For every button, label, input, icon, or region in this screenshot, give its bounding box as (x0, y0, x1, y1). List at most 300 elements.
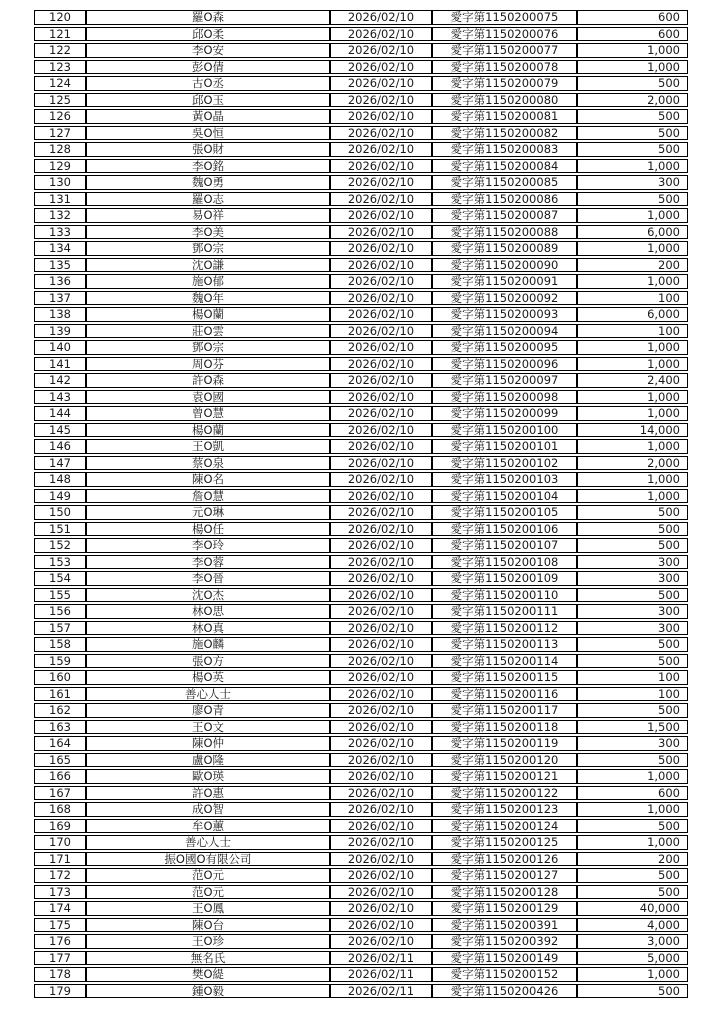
table-row (34, 835, 688, 850)
donor-name-cell: 王O文 (86, 720, 330, 735)
date-cell: 2026/02/10 (330, 192, 432, 207)
table-row (34, 93, 688, 108)
row-number-cell: 126 (34, 109, 86, 124)
date-cell: 2026/02/11 (330, 967, 432, 982)
table-row (34, 588, 688, 603)
date-cell: 2026/02/10 (330, 835, 432, 850)
row-number-cell: 122 (34, 43, 86, 58)
row-number-cell: 144 (34, 406, 86, 421)
date-cell: 2026/02/10 (330, 588, 432, 603)
donor-name-cell: 王O鳳 (86, 901, 330, 916)
date-cell: 2026/02/10 (330, 720, 432, 735)
table-row (34, 736, 688, 751)
row-number-cell: 130 (34, 175, 86, 190)
donor-name-cell: 沈O杰 (86, 588, 330, 603)
date-cell: 2026/02/10 (330, 456, 432, 471)
date-cell: 2026/02/10 (330, 901, 432, 916)
table-row (34, 769, 688, 784)
date-cell: 2026/02/10 (330, 76, 432, 91)
amount-cell: 40,000 (577, 901, 688, 916)
date-cell: 2026/02/10 (330, 439, 432, 454)
row-number-cell: 124 (34, 76, 86, 91)
date-cell: 2026/02/10 (330, 423, 432, 438)
table-row (34, 505, 688, 520)
donor-name-cell: 許O惠 (86, 786, 330, 801)
table-row (34, 258, 688, 273)
receipt-number-cell: 愛字第1150200123 (432, 802, 577, 817)
receipt-number-cell: 愛字第1150200095 (432, 340, 577, 355)
donor-name-cell: 善心人士 (86, 687, 330, 702)
donor-name-cell: 無名氏 (86, 951, 330, 966)
table-row (34, 522, 688, 537)
amount-cell: 1,000 (577, 489, 688, 504)
amount-cell: 1,000 (577, 274, 688, 289)
row-number-cell: 136 (34, 274, 86, 289)
date-cell: 2026/02/10 (330, 373, 432, 388)
date-cell: 2026/02/10 (330, 819, 432, 834)
receipt-number-cell: 愛字第1150200119 (432, 736, 577, 751)
donor-name-cell: 古O丞 (86, 76, 330, 91)
date-cell: 2026/02/10 (330, 802, 432, 817)
date-cell: 2026/02/10 (330, 522, 432, 537)
donor-name-cell: 羅O志 (86, 192, 330, 207)
table-row (34, 604, 688, 619)
donor-name-cell: 善心人士 (86, 835, 330, 850)
donor-name-cell: 陳O台 (86, 918, 330, 933)
receipt-number-cell: 愛字第1150200105 (432, 505, 577, 520)
amount-cell: 1,000 (577, 159, 688, 174)
row-number-cell: 166 (34, 769, 86, 784)
receipt-number-cell: 愛字第1150200091 (432, 274, 577, 289)
row-number-cell: 153 (34, 555, 86, 570)
amount-cell: 1,000 (577, 472, 688, 487)
receipt-number-cell: 愛字第1150200113 (432, 637, 577, 652)
donor-name-cell: 李O玲 (86, 538, 330, 553)
amount-cell: 500 (577, 703, 688, 718)
row-number-cell: 157 (34, 621, 86, 636)
amount-cell: 1,000 (577, 43, 688, 58)
receipt-number-cell: 愛字第1150200080 (432, 93, 577, 108)
row-number-cell: 179 (34, 984, 86, 999)
receipt-number-cell: 愛字第1150200110 (432, 588, 577, 603)
table-row (34, 43, 688, 58)
donor-name-cell: 林O真 (86, 621, 330, 636)
row-number-cell: 140 (34, 340, 86, 355)
donor-name-cell: 李O銘 (86, 159, 330, 174)
row-number-cell: 174 (34, 901, 86, 916)
receipt-number-cell: 愛字第1150200128 (432, 885, 577, 900)
row-number-cell: 172 (34, 868, 86, 883)
date-cell: 2026/02/10 (330, 786, 432, 801)
date-cell: 2026/02/10 (330, 27, 432, 42)
amount-cell: 1,000 (577, 802, 688, 817)
table-row (34, 984, 688, 999)
row-number-cell: 177 (34, 951, 86, 966)
table-row (34, 142, 688, 157)
amount-cell: 100 (577, 291, 688, 306)
row-number-cell: 147 (34, 456, 86, 471)
receipt-number-cell: 愛字第1150200426 (432, 984, 577, 999)
donor-name-cell: 周O芬 (86, 357, 330, 372)
row-number-cell: 168 (34, 802, 86, 817)
receipt-number-cell: 愛字第1150200116 (432, 687, 577, 702)
amount-cell: 500 (577, 76, 688, 91)
donor-name-cell: 彭O倩 (86, 60, 330, 75)
table-row (34, 489, 688, 504)
donor-name-cell: 李O安 (86, 43, 330, 58)
receipt-number-cell: 愛字第1150200083 (432, 142, 577, 157)
donor-name-cell: 邱O玉 (86, 93, 330, 108)
amount-cell: 1,500 (577, 720, 688, 735)
donor-name-cell: 范O元 (86, 885, 330, 900)
amount-cell: 300 (577, 736, 688, 751)
row-number-cell: 152 (34, 538, 86, 553)
donation-records-table (34, 8, 688, 1000)
receipt-number-cell: 愛字第1150200079 (432, 76, 577, 91)
donor-name-cell: 易O祥 (86, 208, 330, 223)
table-row (34, 10, 688, 25)
date-cell: 2026/02/10 (330, 142, 432, 157)
donor-name-cell: 李O美 (86, 225, 330, 240)
date-cell: 2026/02/10 (330, 687, 432, 702)
table-row (34, 423, 688, 438)
row-number-cell: 173 (34, 885, 86, 900)
table-row (34, 720, 688, 735)
donor-name-cell: 羅O森 (86, 10, 330, 25)
amount-cell: 3,000 (577, 934, 688, 949)
row-number-cell: 135 (34, 258, 86, 273)
amount-cell: 300 (577, 621, 688, 636)
date-cell: 2026/02/10 (330, 225, 432, 240)
donation-table-body (34, 10, 688, 998)
donor-name-cell: 魏O年 (86, 291, 330, 306)
receipt-number-cell: 愛字第1150200114 (432, 654, 577, 669)
table-row (34, 621, 688, 636)
donor-name-cell: 楊O蘭 (86, 307, 330, 322)
row-number-cell: 146 (34, 439, 86, 454)
row-number-cell: 128 (34, 142, 86, 157)
row-number-cell: 133 (34, 225, 86, 240)
donor-name-cell: 元O琳 (86, 505, 330, 520)
date-cell: 2026/02/10 (330, 538, 432, 553)
amount-cell: 1,000 (577, 241, 688, 256)
date-cell: 2026/02/10 (330, 60, 432, 75)
row-number-cell: 159 (34, 654, 86, 669)
receipt-number-cell: 愛字第1150200089 (432, 241, 577, 256)
row-number-cell: 123 (34, 60, 86, 75)
amount-cell: 200 (577, 258, 688, 273)
table-row (34, 472, 688, 487)
amount-cell: 1,000 (577, 406, 688, 421)
date-cell: 2026/02/10 (330, 357, 432, 372)
donor-name-cell: 施O麟 (86, 637, 330, 652)
table-row (34, 456, 688, 471)
amount-cell: 600 (577, 786, 688, 801)
amount-cell: 500 (577, 753, 688, 768)
amount-cell: 500 (577, 126, 688, 141)
date-cell: 2026/02/10 (330, 934, 432, 949)
row-number-cell: 170 (34, 835, 86, 850)
row-number-cell: 158 (34, 637, 86, 652)
amount-cell: 1,000 (577, 340, 688, 355)
table-row (34, 670, 688, 685)
receipt-number-cell: 愛字第1150200085 (432, 175, 577, 190)
table-row (34, 225, 688, 240)
donor-name-cell: 廖O青 (86, 703, 330, 718)
date-cell: 2026/02/10 (330, 885, 432, 900)
receipt-number-cell: 愛字第1150200087 (432, 208, 577, 223)
donor-name-cell: 王O凱 (86, 439, 330, 454)
date-cell: 2026/02/10 (330, 604, 432, 619)
date-cell: 2026/02/10 (330, 472, 432, 487)
amount-cell: 500 (577, 637, 688, 652)
row-number-cell: 165 (34, 753, 86, 768)
amount-cell: 1,000 (577, 390, 688, 405)
amount-cell: 2,000 (577, 93, 688, 108)
amount-cell: 500 (577, 142, 688, 157)
receipt-number-cell: 愛字第1150200076 (432, 27, 577, 42)
receipt-number-cell: 愛字第1150200121 (432, 769, 577, 784)
donor-name-cell: 盧O隆 (86, 753, 330, 768)
amount-cell: 500 (577, 868, 688, 883)
amount-cell: 500 (577, 192, 688, 207)
amount-cell: 1,000 (577, 60, 688, 75)
table-row (34, 538, 688, 553)
table-row (34, 637, 688, 652)
row-number-cell: 163 (34, 720, 86, 735)
donor-name-cell: 楊O英 (86, 670, 330, 685)
row-number-cell: 176 (34, 934, 86, 949)
donor-name-cell: 張O方 (86, 654, 330, 669)
amount-cell: 1,000 (577, 967, 688, 982)
amount-cell: 1,000 (577, 439, 688, 454)
row-number-cell: 143 (34, 390, 86, 405)
date-cell: 2026/02/10 (330, 291, 432, 306)
date-cell: 2026/02/11 (330, 984, 432, 999)
row-number-cell: 137 (34, 291, 86, 306)
amount-cell: 300 (577, 175, 688, 190)
table-row (34, 175, 688, 190)
table-row (34, 126, 688, 141)
table-row (34, 241, 688, 256)
receipt-number-cell: 愛字第1150200129 (432, 901, 577, 916)
table-row (34, 439, 688, 454)
date-cell: 2026/02/10 (330, 555, 432, 570)
receipt-number-cell: 愛字第1150200125 (432, 835, 577, 850)
amount-cell: 1,000 (577, 769, 688, 784)
donor-name-cell: 楊O蘭 (86, 423, 330, 438)
amount-cell: 1,000 (577, 835, 688, 850)
row-number-cell: 156 (34, 604, 86, 619)
amount-cell: 500 (577, 819, 688, 834)
receipt-number-cell: 愛字第1150200117 (432, 703, 577, 718)
donor-name-cell: 魏O勇 (86, 175, 330, 190)
row-number-cell: 141 (34, 357, 86, 372)
amount-cell: 500 (577, 109, 688, 124)
row-number-cell: 138 (34, 307, 86, 322)
receipt-number-cell: 愛字第1150200094 (432, 324, 577, 339)
date-cell: 2026/02/10 (330, 208, 432, 223)
row-number-cell: 171 (34, 852, 86, 867)
donor-name-cell: 袁O國 (86, 390, 330, 405)
receipt-number-cell: 愛字第1150200115 (432, 670, 577, 685)
receipt-number-cell: 愛字第1150200084 (432, 159, 577, 174)
table-row (34, 307, 688, 322)
date-cell: 2026/02/10 (330, 340, 432, 355)
receipt-number-cell: 愛字第1150200106 (432, 522, 577, 537)
receipt-number-cell: 愛字第1150200127 (432, 868, 577, 883)
donor-name-cell: 張O財 (86, 142, 330, 157)
row-number-cell: 120 (34, 10, 86, 25)
date-cell: 2026/02/10 (330, 43, 432, 58)
donor-name-cell: 林O思 (86, 604, 330, 619)
date-cell: 2026/02/10 (330, 670, 432, 685)
row-number-cell: 161 (34, 687, 86, 702)
amount-cell: 14,000 (577, 423, 688, 438)
row-number-cell: 149 (34, 489, 86, 504)
donor-name-cell: 王O珍 (86, 934, 330, 949)
date-cell: 2026/02/10 (330, 324, 432, 339)
date-cell: 2026/02/10 (330, 852, 432, 867)
date-cell: 2026/02/10 (330, 109, 432, 124)
donor-name-cell: 莊O雲 (86, 324, 330, 339)
table-row (34, 109, 688, 124)
donor-name-cell: 李O蓉 (86, 555, 330, 570)
amount-cell: 300 (577, 571, 688, 586)
receipt-number-cell: 愛字第1150200104 (432, 489, 577, 504)
date-cell: 2026/02/10 (330, 621, 432, 636)
table-row (34, 27, 688, 42)
amount-cell: 500 (577, 984, 688, 999)
amount-cell: 500 (577, 505, 688, 520)
table-row (34, 901, 688, 916)
date-cell: 2026/02/10 (330, 868, 432, 883)
donor-name-cell: 詹O慧 (86, 489, 330, 504)
amount-cell: 6,000 (577, 307, 688, 322)
amount-cell: 500 (577, 654, 688, 669)
receipt-number-cell: 愛字第1150200078 (432, 60, 577, 75)
date-cell: 2026/02/10 (330, 274, 432, 289)
receipt-number-cell: 愛字第1150200088 (432, 225, 577, 240)
date-cell: 2026/02/10 (330, 175, 432, 190)
amount-cell: 100 (577, 687, 688, 702)
receipt-number-cell: 愛字第1150200092 (432, 291, 577, 306)
amount-cell: 6,000 (577, 225, 688, 240)
receipt-number-cell: 愛字第1150200392 (432, 934, 577, 949)
row-number-cell: 150 (34, 505, 86, 520)
donor-name-cell: 陳O仲 (86, 736, 330, 751)
table-row (34, 967, 688, 982)
table-row (34, 951, 688, 966)
row-number-cell: 151 (34, 522, 86, 537)
table-row (34, 208, 688, 223)
amount-cell: 200 (577, 852, 688, 867)
receipt-number-cell: 愛字第1150200108 (432, 555, 577, 570)
donor-name-cell: 牟O蕙 (86, 819, 330, 834)
date-cell: 2026/02/10 (330, 918, 432, 933)
donor-name-cell: 黃O晶 (86, 109, 330, 124)
row-number-cell: 142 (34, 373, 86, 388)
amount-cell: 300 (577, 555, 688, 570)
amount-cell: 600 (577, 10, 688, 25)
donor-name-cell: 成O智 (86, 802, 330, 817)
receipt-number-cell: 愛字第1150200124 (432, 819, 577, 834)
receipt-number-cell: 愛字第1150200101 (432, 439, 577, 454)
donor-name-cell: 李O晉 (86, 571, 330, 586)
date-cell: 2026/02/10 (330, 390, 432, 405)
table-row (34, 192, 688, 207)
receipt-number-cell: 愛字第1150200100 (432, 423, 577, 438)
donor-name-cell: 樊O緹 (86, 967, 330, 982)
receipt-number-cell: 愛字第1150200086 (432, 192, 577, 207)
table-row (34, 324, 688, 339)
table-row (34, 868, 688, 883)
row-number-cell: 148 (34, 472, 86, 487)
receipt-number-cell: 愛字第1150200112 (432, 621, 577, 636)
donor-name-cell: 曾O慧 (86, 406, 330, 421)
row-number-cell: 154 (34, 571, 86, 586)
row-number-cell: 121 (34, 27, 86, 42)
donor-name-cell: 楊O任 (86, 522, 330, 537)
receipt-number-cell: 愛字第1150200093 (432, 307, 577, 322)
amount-cell: 500 (577, 522, 688, 537)
table-row (34, 703, 688, 718)
amount-cell: 500 (577, 538, 688, 553)
date-cell: 2026/02/10 (330, 703, 432, 718)
date-cell: 2026/02/10 (330, 241, 432, 256)
table-row (34, 291, 688, 306)
date-cell: 2026/02/10 (330, 126, 432, 141)
amount-cell: 500 (577, 885, 688, 900)
donor-name-cell: 邱O柔 (86, 27, 330, 42)
date-cell: 2026/02/10 (330, 159, 432, 174)
receipt-number-cell: 愛字第1150200098 (432, 390, 577, 405)
table-row (34, 885, 688, 900)
table-row (34, 373, 688, 388)
amount-cell: 5,000 (577, 951, 688, 966)
row-number-cell: 132 (34, 208, 86, 223)
receipt-number-cell: 愛字第1150200120 (432, 753, 577, 768)
receipt-number-cell: 愛字第1150200075 (432, 10, 577, 25)
date-cell: 2026/02/10 (330, 10, 432, 25)
amount-cell: 2,000 (577, 456, 688, 471)
row-number-cell: 131 (34, 192, 86, 207)
receipt-number-cell: 愛字第1150200102 (432, 456, 577, 471)
date-cell: 2026/02/10 (330, 406, 432, 421)
date-cell: 2026/02/10 (330, 654, 432, 669)
date-cell: 2026/02/10 (330, 637, 432, 652)
donor-name-cell: 范O元 (86, 868, 330, 883)
table-row (34, 390, 688, 405)
row-number-cell: 155 (34, 588, 86, 603)
amount-cell: 4,000 (577, 918, 688, 933)
donor-name-cell: 歐O瑛 (86, 769, 330, 784)
receipt-number-cell: 愛字第1150200109 (432, 571, 577, 586)
receipt-number-cell: 愛字第1150200126 (432, 852, 577, 867)
table-row (34, 555, 688, 570)
donor-name-cell: 許O森 (86, 373, 330, 388)
amount-cell: 1,000 (577, 357, 688, 372)
date-cell: 2026/02/10 (330, 489, 432, 504)
date-cell: 2026/02/10 (330, 258, 432, 273)
receipt-number-cell: 愛字第1150200081 (432, 109, 577, 124)
donor-name-cell: 振O國O有限公司 (86, 852, 330, 867)
donor-name-cell: 鄧O宗 (86, 340, 330, 355)
row-number-cell: 145 (34, 423, 86, 438)
donor-name-cell: 蔡O泉 (86, 456, 330, 471)
date-cell: 2026/02/10 (330, 571, 432, 586)
row-number-cell: 162 (34, 703, 86, 718)
